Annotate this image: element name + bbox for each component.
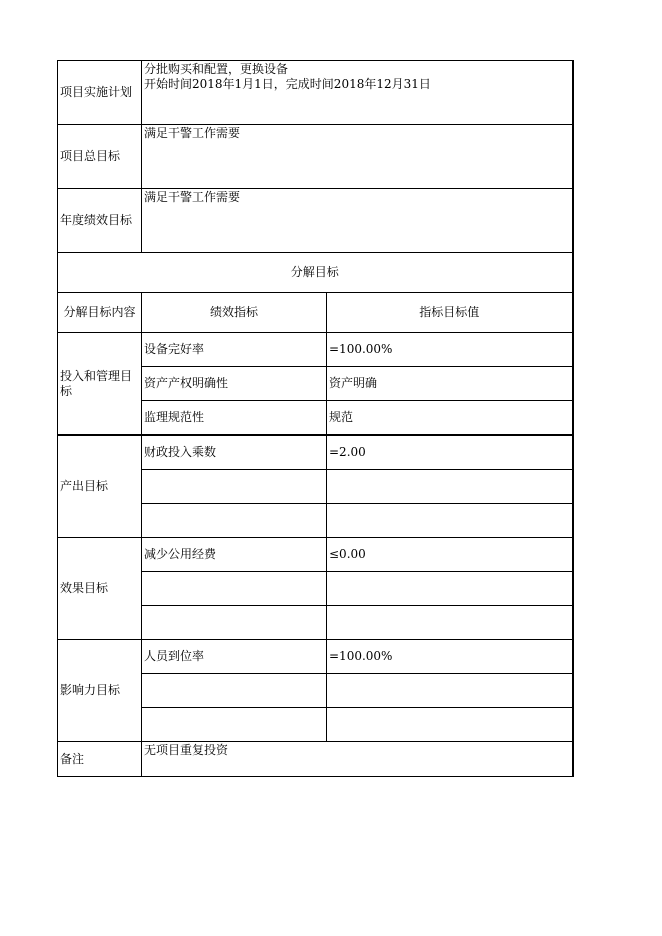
group-label-impact: 影响力目标 xyxy=(58,640,142,742)
annual-goal-value: 满足干警工作需要 xyxy=(142,189,573,253)
indicator-name: 人员到位率 xyxy=(142,640,327,674)
plan-line-2: 开始时间2018年1月1日，完成时间2018年12月31日 xyxy=(144,77,431,91)
indicator-row xyxy=(58,333,573,367)
indicator-target: =2.00 xyxy=(327,435,573,470)
annual-goal-row xyxy=(58,189,573,253)
note-value: 无项目重复投资 xyxy=(142,742,573,777)
note-label: 备注 xyxy=(58,742,142,777)
plan-row xyxy=(58,61,573,125)
breakdown-banner-row xyxy=(58,253,573,293)
header-target-value: 指标目标值 xyxy=(327,293,573,333)
plan-value xyxy=(142,61,573,125)
indicator-target: ≤0.00 xyxy=(327,538,573,572)
performance-sheet xyxy=(57,60,572,777)
indicator-target xyxy=(327,708,573,742)
plan-label: 项目实施计划 xyxy=(58,61,142,125)
indicator-name: 设备完好率 xyxy=(142,333,327,367)
indicator-row xyxy=(58,640,573,674)
indicator-name: 资产产权明确性 xyxy=(142,367,327,401)
overall-goal-value: 满足干警工作需要 xyxy=(142,125,573,189)
indicator-name: 减少公用经费 xyxy=(142,538,327,572)
overall-goal-label: 项目总目标 xyxy=(58,125,142,189)
overall-goal-row xyxy=(58,125,573,189)
indicator-target xyxy=(327,572,573,606)
group-label-input-management: 投入和管理目标 xyxy=(58,333,142,436)
breakdown-header-row xyxy=(58,293,573,333)
group-label-effect: 效果目标 xyxy=(58,538,142,640)
indicator-name xyxy=(142,504,327,538)
breakdown-banner: 分解目标 xyxy=(58,253,573,293)
header-indicator: 绩效指标 xyxy=(142,293,327,333)
indicator-target xyxy=(327,606,573,640)
indicator-name xyxy=(142,674,327,708)
indicator-target: =100.00% xyxy=(327,640,573,674)
performance-target-table xyxy=(57,60,574,777)
indicator-target xyxy=(327,674,573,708)
indicator-name xyxy=(142,470,327,504)
indicator-name: 监理规范性 xyxy=(142,401,327,436)
group-label-output: 产出目标 xyxy=(58,435,142,538)
note-row xyxy=(58,742,573,777)
indicator-name xyxy=(142,606,327,640)
indicator-target: =100.00% xyxy=(327,333,573,367)
indicator-name xyxy=(142,708,327,742)
indicator-target: 资产明确 xyxy=(327,367,573,401)
indicator-name xyxy=(142,572,327,606)
indicator-name: 财政投入乘数 xyxy=(142,435,327,470)
plan-line-1: 分批购买和配置，更换设备 xyxy=(144,62,289,76)
indicator-target xyxy=(327,470,573,504)
indicator-row xyxy=(58,435,573,470)
indicator-row xyxy=(58,538,573,572)
annual-goal-label: 年度绩效目标 xyxy=(58,189,142,253)
header-content: 分解目标内容 xyxy=(58,293,142,333)
indicator-target: 规范 xyxy=(327,401,573,436)
indicator-target xyxy=(327,504,573,538)
